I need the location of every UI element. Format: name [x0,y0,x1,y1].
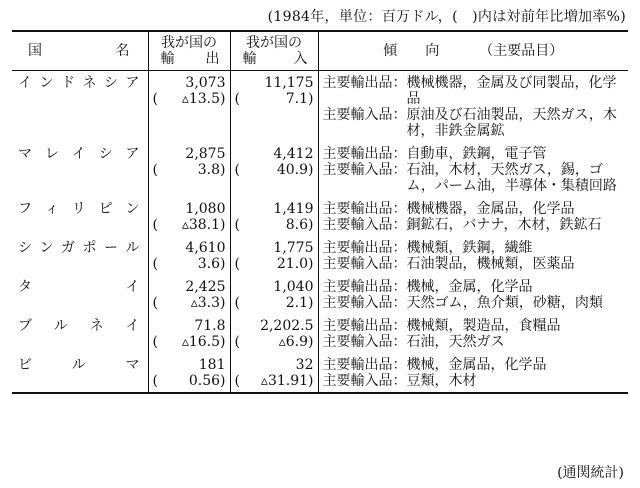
export-change [153,217,226,233]
paren-close: ) [220,91,226,107]
paren-open: ( [234,162,240,178]
country-name-char: リ [71,201,86,217]
export-change-value: 3.8 [197,162,221,178]
country-name-char: ブ [18,318,32,334]
paren-close: ) [308,217,314,233]
paren-open: ( [152,334,158,350]
export-value: 3,073 [185,75,226,91]
country-name-char: イ [125,279,140,295]
import-change-value: 21.0 [276,256,309,272]
table-row [12,275,628,314]
trend-item [323,357,625,373]
paren-open: ( [234,334,240,350]
paren-close: ) [220,373,226,389]
trend-value: 機械，金属品，化学品 [406,357,547,373]
trend-item [323,162,625,194]
trend-label: 主要輸出品： [322,146,407,162]
trend-cell [318,142,628,197]
import-cell [230,142,318,197]
paren-close: ) [220,295,226,311]
header-exports-char: 出 [205,51,220,67]
country-name-char: ー [104,240,118,256]
trend-value: 石油，天然ガス [406,334,505,350]
trend-cell [318,314,628,353]
paren-close: ) [220,162,226,178]
header-exports-line1: 我が国の [161,35,217,51]
trade-table [12,30,628,394]
trend-item [323,334,625,350]
country-name-char: ガ [61,240,75,256]
country-cell [12,353,148,393]
country-name-char: ビ [18,357,32,373]
trend-label: 主要輸入品： [322,373,407,389]
import-cell [230,314,318,353]
trend-item [323,201,625,217]
trend-item [323,107,625,139]
import-change [235,91,314,107]
table-row [12,353,628,393]
country-name-char: フ [18,201,32,217]
trend-value: 自動車，鉄鋼，電子管 [406,146,547,162]
export-change-value: ▵38.1 [181,217,221,233]
trend-label: 主要輸出品： [322,75,407,91]
paren-open: ( [152,217,158,233]
trend-item [323,295,625,311]
export-cell [148,314,230,353]
export-change-value: ▵16.5 [181,334,221,350]
trend-value: 天然ゴム，魚介類，砂糖，肉類 [406,295,603,311]
import-value: 1,775 [273,240,314,256]
export-change [153,256,226,272]
trend-label: 主要輸入品： [322,256,407,272]
paren-open: ( [152,256,158,272]
paren-open: ( [152,295,158,311]
export-change [153,373,226,389]
country-cell [12,314,148,353]
export-change-value: ▵13.5 [181,91,221,107]
country-name-char: ン [39,75,54,91]
trend-label: 主要輸入品： [322,107,407,123]
country-name-char: ル [53,318,68,334]
country-name-char: ピ [98,201,113,217]
trend-value: 銅鉱石，バナナ，木材，鉄鉱石 [406,217,602,233]
country-name-char: ィ [44,201,59,217]
trend-value: 原油及び石油製品，天然ガス，木材，非鉄金属鉱 [406,107,617,139]
paren-close: ) [220,256,226,272]
trend-value: 機械類，製造品，食糧品 [406,318,561,334]
paren-close: ) [308,334,314,350]
import-cell [230,353,318,393]
country-name-char: イ [125,318,140,334]
trend-label: 主要輸出品： [322,240,407,256]
country-cell [12,71,148,143]
export-cell [148,236,230,275]
header-trend [318,31,628,71]
export-change [153,334,226,350]
country-cell [12,197,148,236]
paren-open: ( [234,295,240,311]
export-change-value: 0.56 [188,373,221,389]
trend-cell [318,353,628,393]
trend-item [323,240,625,256]
country-name-char: タ [18,279,32,295]
paren-open: ( [234,91,240,107]
country-name-char: イ [18,75,32,91]
import-cell [230,275,318,314]
country-cell [12,142,148,197]
country-name-char: シ [18,240,32,256]
trend-label: 主要輸入品： [322,295,407,311]
table-row [12,197,628,236]
export-cell [148,142,230,197]
paren-close: ) [308,373,314,389]
trend-label: 主要輸入品： [322,162,407,178]
import-value: 1,040 [273,279,314,295]
paren-close: ) [308,91,314,107]
trend-label: 主要輸入品： [322,334,407,350]
trend-value: 機械機器，金属品，化学品 [406,201,575,217]
export-cell [148,275,230,314]
import-change [235,373,314,389]
country-cell [12,236,148,275]
header-exports [148,31,230,71]
source-note: (通関統計) [557,465,624,481]
trend-cell [318,71,628,143]
trend-label: 主要輸出品： [322,279,407,295]
trend-item [323,75,625,107]
country-name-char: ネ [82,75,97,91]
trend-item [323,373,625,389]
header-country [12,31,148,71]
trend-item [323,318,625,334]
country-name-char: ポ [82,240,97,256]
paren-open: ( [234,373,240,389]
trend-value: 豆類，木材 [406,373,477,389]
import-change-value: ▵31.91 [260,373,309,389]
paren-close: ) [308,162,314,178]
import-change-value: 8.6 [285,217,309,233]
header-imports-char: 入 [293,51,308,67]
export-change [153,162,226,178]
paren-close: ) [308,295,314,311]
header-country-char: 名 [115,43,130,59]
trend-item [323,146,625,162]
import-cell [230,197,318,236]
import-value: 4,412 [273,146,314,162]
import-change [235,162,314,178]
country-name-char: イ [71,146,86,162]
import-change [235,217,314,233]
export-value: 2,425 [185,279,226,295]
table-row [12,71,628,143]
country-name-char: ア [125,146,140,162]
country-name-char: シ [104,75,118,91]
import-change-value: ▵6.9 [278,334,309,350]
header-imports-line1: 我が国の [246,35,302,51]
import-change-value: 40.9 [276,162,309,178]
table-row [12,314,628,353]
trend-value: 機械，金属，化学品 [406,279,533,295]
country-name-char: ル [71,357,86,373]
country-name-char: ア [125,75,140,91]
trend-value: 機械機器，金属及び同製品，化学品 [406,75,617,107]
country-name-char: マ [125,357,140,373]
export-change [153,91,226,107]
paren-close: ) [308,256,314,272]
export-value: 2,875 [185,146,226,162]
export-change-value: ▵3.3 [190,295,221,311]
import-change [235,256,314,272]
export-cell [148,353,230,393]
trend-label: 主要輸出品： [322,357,407,373]
header-country-char: 国 [28,43,42,59]
country-name-char: シ [98,146,113,162]
header-imports [230,31,318,71]
import-value: 11,175 [264,75,314,91]
header-exports-char: 輸 [160,51,175,67]
import-change-value: 7.1 [285,91,309,107]
trend-item [323,217,625,233]
header-trend-sub: （主要品目） [479,43,564,59]
country-name-char: ド [61,75,75,91]
import-cell [230,236,318,275]
country-name-char: レ [44,146,59,162]
export-value: 71.8 [194,318,226,334]
trend-item [323,256,625,272]
paren-close: ) [220,217,226,233]
trend-item [323,279,625,295]
paren-open: ( [152,373,158,389]
table-row [12,236,628,275]
country-name-char: ン [39,240,54,256]
table-caption: (1984年，単位：百万ドル，( )内は対前年比増加率%) [267,9,626,25]
header-trend-main: 傾 向 [383,43,440,59]
trend-cell [318,197,628,236]
trend-value: 石油製品，機械類，医薬品 [406,256,575,272]
country-name-char: マ [18,146,32,162]
trend-label: 主要輸入品： [322,217,407,233]
header-imports-char: 輸 [242,51,257,67]
paren-open: ( [234,217,240,233]
trend-cell [318,236,628,275]
paren-close: ) [220,334,226,350]
country-name-char: ル [125,240,140,256]
table-header-row [12,31,628,71]
trend-cell [318,275,628,314]
export-change [153,295,226,311]
export-change-value: 3.6 [197,256,221,272]
import-change [235,334,314,350]
trend-label: 主要輸出品： [322,318,407,334]
paren-open: ( [152,91,158,107]
country-name-char: ネ [89,318,104,334]
paren-open: ( [152,162,158,178]
paren-open: ( [234,256,240,272]
trend-label: 主要輸出品： [322,201,407,217]
export-value: 1,080 [185,201,226,217]
trend-value: 機械類，鉄鋼，繊維 [406,240,533,256]
trend-value: 石油，木材，天然ガス，錫，ゴム，パーム油，半導体・集積回路 [406,162,617,194]
country-name-char: ン [125,201,140,217]
country-cell [12,275,148,314]
table-row [12,142,628,197]
import-value: 2,202.5 [260,318,314,334]
import-value: 1,419 [273,201,314,217]
export-cell [148,197,230,236]
import-value: 32 [295,357,314,373]
import-change-value: 2.1 [285,295,309,311]
export-cell [148,71,230,143]
export-value: 4,610 [185,240,226,256]
export-value: 181 [198,357,226,373]
import-change [235,295,314,311]
import-cell [230,71,318,143]
